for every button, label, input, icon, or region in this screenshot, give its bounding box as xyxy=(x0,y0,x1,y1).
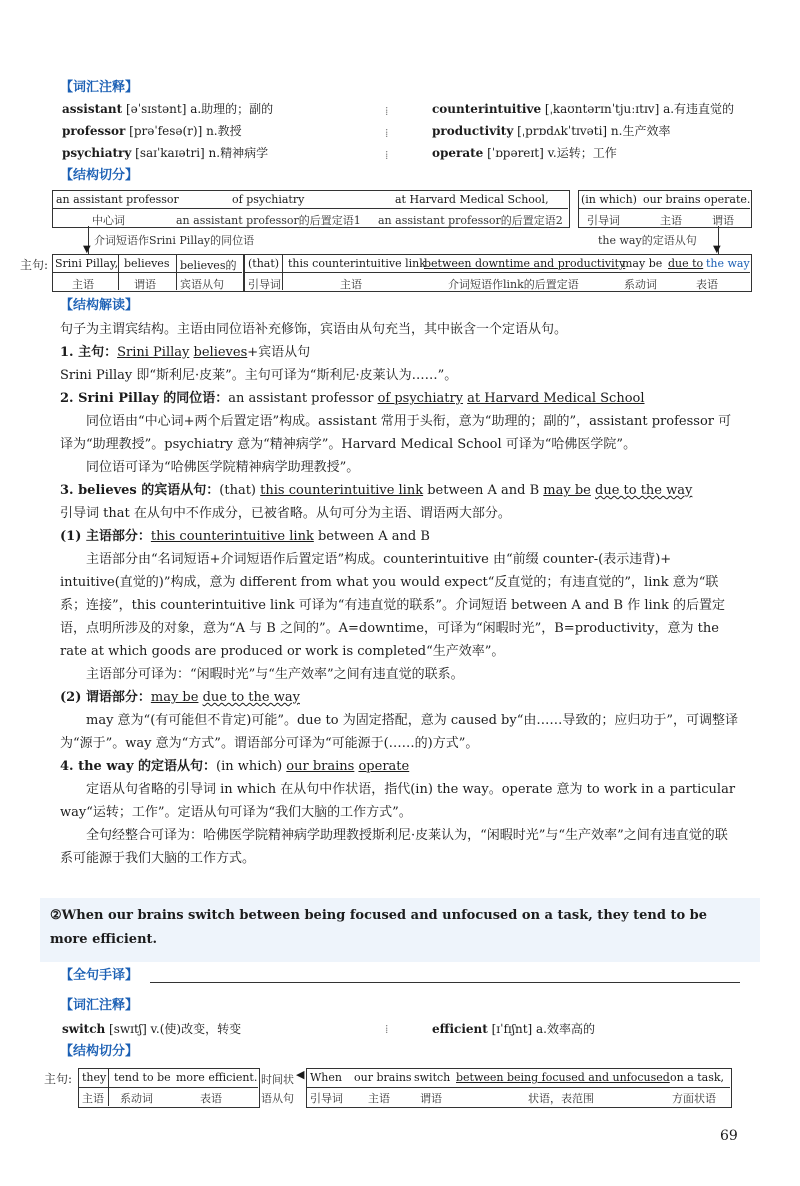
appositive-modifier-2: at Harvard Medical School, xyxy=(395,193,549,206)
appositive-note: 介词短语作Srini Pillay的同位语 xyxy=(94,234,255,247)
object-subject: this counterintuitive link xyxy=(288,257,426,270)
label-s2-aspect-adverbial: 方面状语 xyxy=(672,1092,716,1105)
analysis-paragraph: 定语从句省略的引导词 in which 在从句中作状语，指代(in) the way。operate 意为 to work in a particular way“运转；工作”。定语从句可译为“我们大脑的工作方式”。 xyxy=(60,782,736,820)
label-s2-predicative: 表语 xyxy=(200,1092,222,1105)
s2-clause-verb: switch xyxy=(414,1071,451,1084)
analysis-paragraph: may 意为“(有可能但不肯定)可能”。due to 为固定搭配，意为 caused by“由……导致的；应归功于”，可调整译为“源于”。way 意为“方式”。谓语部分可译为“可能源于(……的)方式”。 xyxy=(60,713,739,751)
s2-aspect-adverbial: on a task, xyxy=(670,1071,725,1084)
label-modifier-2: an assistant professor的后置定语2 xyxy=(378,214,563,227)
analysis-summary: 全句经整合可译为：哈佛医学院精神病学助理教授斯利尼·皮莱认为，“闲暇时光”与“生产效率”之间有违直觉的联系可能源于我们大脑的工作方式。 xyxy=(60,828,728,866)
vocab-item-efficient: efficient [ɪˈfɪʃnt] a.效率高的 xyxy=(432,1022,595,1036)
label-main-verb: 谓语 xyxy=(134,278,156,291)
time-clause-label-2: 语从句 xyxy=(261,1092,294,1105)
analysis-body xyxy=(60,318,740,870)
analysis-heading-predicate-part: (2) 谓语部分：may be due to the way xyxy=(60,690,300,705)
vocab-section-tag: 【词汇注释】 xyxy=(60,998,139,1013)
label-head: 中心词 xyxy=(92,214,125,227)
s2-adverbial: between being focused and unfocused xyxy=(456,1071,670,1084)
label-object-subject: 主语 xyxy=(340,278,362,291)
label-s2-subject: 主语 xyxy=(82,1092,104,1105)
sentence-2: ②When our brains switch between being focused and unfocused on a task, they tend to be more efficient. xyxy=(50,908,708,947)
label-linking-verb: 系动词 xyxy=(624,278,657,291)
separator-dots-icon: ⁞ xyxy=(385,104,389,118)
analysis-heading-appositive: 2. Srini Pillay 的同位语：an assistant professor of psychiatry at Harvard Medical School xyxy=(60,391,645,406)
the-way: the way xyxy=(706,257,750,270)
vocab-item-operate: operate [ˈɒpəreɪt] v.运转；工作 xyxy=(432,146,617,160)
structure-section-tag: 【结构切分】 xyxy=(60,168,139,183)
analysis-paragraph: 同位语可译为“哈佛医学院精神病学助理教授”。 xyxy=(86,460,360,475)
time-clause-label: 时间状 xyxy=(261,1073,294,1086)
analysis-heading-relative-clause: 4. the way 的定语从句：(in which) our brains operate xyxy=(60,759,410,774)
analysis-paragraph: 引导词 that 在从句中不作成分，已被省略。从句可分为主语、谓语两大部分。 xyxy=(60,506,511,521)
separator-dots-icon: ⁞ xyxy=(385,1022,389,1036)
label-main-subject: 主语 xyxy=(72,278,94,291)
label-s2-clause-verb: 谓语 xyxy=(420,1092,442,1105)
translate-section-tag: 【全句手译】 xyxy=(60,968,139,983)
analysis-intro: 句子为主谓宾结构。主语由同位语补充修饰，宾语由从句充当，其中嵌含一个定语从句。 xyxy=(60,322,568,337)
structure-section-tag: 【结构切分】 xyxy=(60,1044,139,1059)
main-verb: believes xyxy=(124,257,170,270)
analysis-heading-subject-part: (1) 主语部分：this counterintuitive link between A and B xyxy=(60,529,430,544)
vocab-item-professor: professor [prəˈfesə(r)] n.教授 xyxy=(62,124,242,138)
label-s2-linking-verb: 系动词 xyxy=(120,1092,153,1105)
label-s2-adverbial: 状语，表范围 xyxy=(528,1092,594,1105)
object-modifier: between downtime and productivity xyxy=(424,257,626,270)
label-object-modifier: 介词短语作link的后置定语 xyxy=(448,278,579,291)
label-verb: 谓语 xyxy=(712,214,734,227)
appositive-head: an assistant professor xyxy=(56,193,179,206)
relative-subject: our brains xyxy=(643,193,701,206)
translation-answer-line[interactable] xyxy=(150,982,740,983)
separator-dots-icon: ⁞ xyxy=(385,126,389,140)
object-introducer: (that) xyxy=(248,257,280,270)
vocab-item-assistant: assistant [əˈsɪstənt] a.助理的；副的 xyxy=(62,102,274,116)
main-subject: Srini Pillay, xyxy=(55,257,119,270)
main-clause-label: 主句: xyxy=(20,258,49,272)
object-predicative: due to xyxy=(668,257,704,270)
vocab-item-productivity: productivity [ˌprɒdʌkˈtɪvəti] n.生产效率 xyxy=(432,124,671,138)
s2-subject: they xyxy=(82,1071,107,1084)
analysis-section-tag: 【结构解读】 xyxy=(60,298,139,313)
vocab-item-switch: switch [swɪtʃ] v.(使)改变，转变 xyxy=(62,1022,242,1036)
label-predicative: 表语 xyxy=(696,278,718,291)
label-s2-introducer: 引导词 xyxy=(310,1092,343,1105)
vocab-item-counterintuitive: counterintuitive [ˌkaʊntərɪnˈtjuːɪtɪv] a.有违直觉的 xyxy=(432,102,735,116)
page-number: 69 xyxy=(720,1128,738,1144)
separator-dots-icon: ⁞ xyxy=(385,148,389,162)
relative-introducer: (in which) xyxy=(581,193,637,206)
analysis-heading-main-clause: 1. 主句：Srini Pillay believes+宾语从句 xyxy=(60,345,311,360)
label-s2-clause-subject: 主语 xyxy=(368,1092,390,1105)
main-clause-label: 主句: xyxy=(44,1072,73,1086)
s2-linking-verb: tend to be xyxy=(114,1071,171,1084)
s2-introducer: When xyxy=(310,1071,342,1084)
analysis-paragraph: Srini Pillay 即“斯利尼·皮莱”。主句可译为“斯利尼·皮莱认为……”。 xyxy=(60,368,458,383)
arrow-down-icon: ▼ xyxy=(713,244,721,255)
vocab-item-psychiatry: psychiatry [saɪˈkaɪətri] n.精神病学 xyxy=(62,146,269,160)
label-modifier-1: an assistant professor的后置定语1 xyxy=(176,214,361,227)
analysis-paragraph: 同位语由“中心词+两个后置定语”构成。assistant 常用于头衔，意为“助理的；副的”，assistant professor 可译为“助理教授”。psychiatry 意为“精神病学”。Harvard Medical School 可译为“哈佛医学院”。 xyxy=(60,414,732,452)
object-label: believes的 xyxy=(180,259,237,272)
object-linking-verb: may be xyxy=(622,257,663,270)
analysis-paragraph: 主语部分由“名词短语+介词短语作后置定语”构成。counterintuitive 由“前缀 counter-(表示违背)+ intuitive(直觉的)”构成，意为 different from what you would expect“反直觉的；有违直觉的”，link 意为“联系；连接”，this counterintuitive link 可译为“有违直觉的联系”。介词短语 between A and B 作 link 的后置定语，点明所涉及的对象，意为“A 与 B 之间的”。A=downtime，可译为“闲暇时光”，B=productivity，意为 the rate at which goods are produced or work is completed“生产效率”。 xyxy=(60,552,726,659)
arrow-down-icon: ▼ xyxy=(83,244,91,255)
label-subject: 主语 xyxy=(660,214,682,227)
vocab-section-tag: 【词汇注释】 xyxy=(60,80,139,95)
appositive-modifier-1: of psychiatry xyxy=(232,193,305,206)
arrow-left-icon: ◀ xyxy=(296,1068,305,1081)
analysis-paragraph: 主语部分可译为：“闲暇时光”与“生产效率”之间有违直觉的联系。 xyxy=(86,667,464,682)
s2-predicative: more efficient. xyxy=(176,1071,258,1084)
s2-clause-subject: our brains xyxy=(354,1071,412,1084)
label-object-introducer: 引导词 xyxy=(248,278,281,291)
relative-verb: operate. xyxy=(704,193,751,206)
label-introducer: 引导词 xyxy=(587,214,620,227)
analysis-heading-object-clause: 3. believes 的宾语从句：(that) this counterintuitive link between A and B may be due to the way xyxy=(60,483,693,498)
label-object-clause: 宾语从句 xyxy=(180,278,224,291)
way-clause-note: the way的定语从句 xyxy=(598,234,697,247)
